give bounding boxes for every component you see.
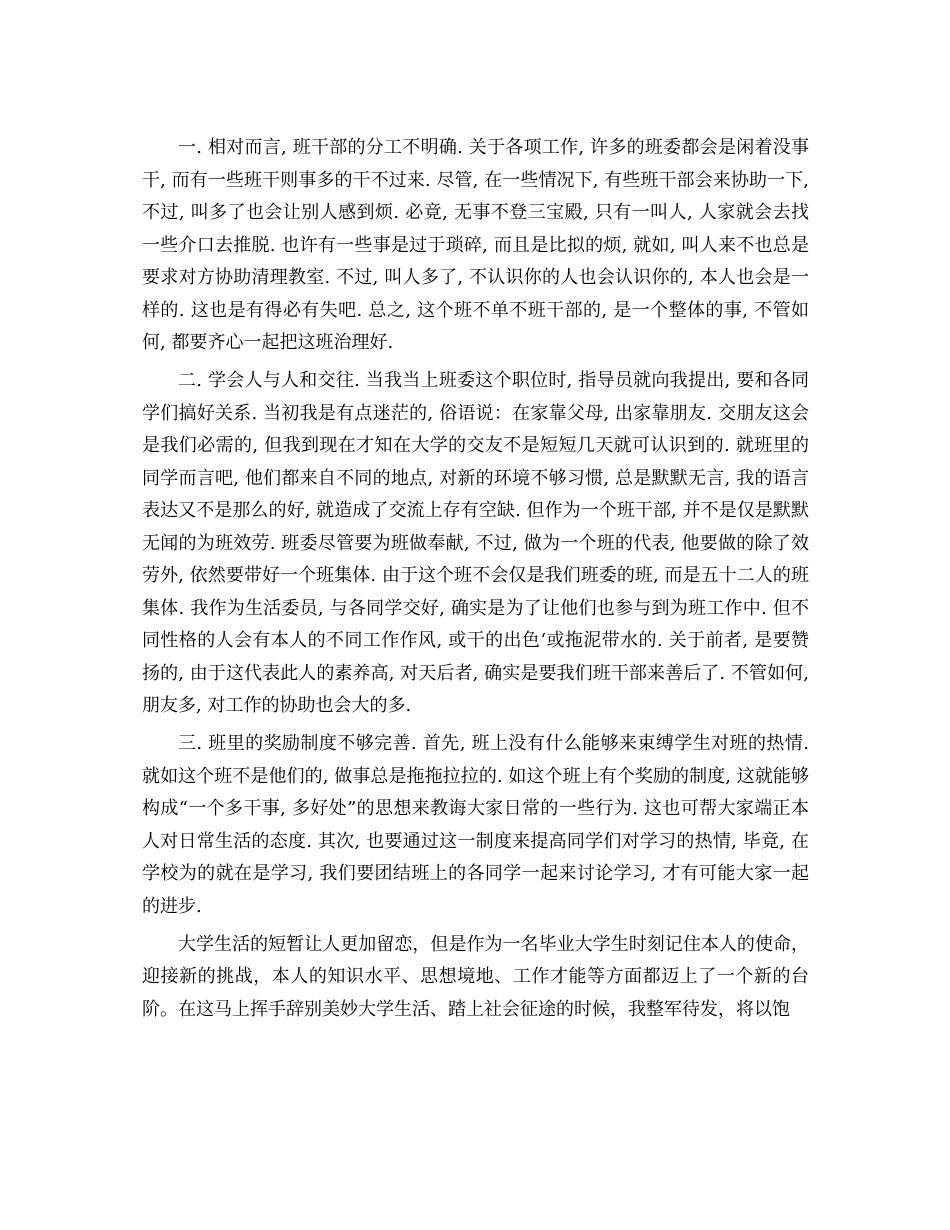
paragraph-4: 大学生活的短暂让人更加留恋，但是作为一名毕业大学生时刻记住本人的使命，迎接新的挑战，本人的知识水平、思想境地、工作才能等方面都迈上了一个新的台阶。在这马上挥手辞别美妙大学生活、踏上社会征途的时候，我整军待发，将以饱 [142,933,809,1020]
paragraph-2: 二. 学会人与人和交往. 当我当上班委这个职位时, 指导员就向我提出, 要和各同学们搞好关系. 当初我是有点迷茫的, 俗语说：在家靠父母, 出家靠朋友. 交朋友这会是我们必需的, 但我到现在才知在大学的交友不是短短几天就可认识到的. 就班里的同学而言吧, 他们都来自不同的地点, 对新的环境不够习惯, 总是默默无言, 我的语言表达又不是那么的好, 就造成了交流上存有空缺. 但作为一个班干部, 并不是仅是默默无闻的为班效劳. 班委尽管要为班做奉献, 不过, 做为一个班的代表, 他要做的除了效劳外, 依然要带好一个班集体. 由于这个班不会仅是我们班委的班, 而是五十二人的班集体. 我作为生活委员, 与各同学交好, 确实是为了让他们也参与到为班工作中. 但不同性格的人会有本人的不同工作作风, 或干的出色‘或拖泥带水的. 关于前者, 是要赞扬的, 由于这代表此人的素养高, 对天后者, 确实是要我们班干部来善后了. 不管如何, 朋友多, 对工作的协助也会大的多. [142,370,809,716]
paragraph-3: 三. 班里的奖励制度不够完善. 首先, 班上没有什么能够来束缚学生对班的热情. 就如这个班不是他们的, 做事总是拖拖拉拉的. 如这个班上有个奖励的制度, 这就能够构成“一个多干事, 多好处”的思想来教诲大家日常的一些行为. 这也可帮大家端正本人对日常生活的态度. 其次, 也要通过这一制度来提高同学们对学习的热情, 毕竟, 在学校为的就在是学习, 我们要团结班上的各同学一起来讨论学习, 才有可能大家一起的进步. [142,733,809,917]
document-body [142,132,809,1032]
paragraph-1: 一. 相对而言, 班干部的分工不明确. 关于各项工作, 许多的班委都会是闲着没事干, 而有一些班干则事多的干不过来. 尽管, 在一些情况下, 有些班干部会来协助一下, 不过, 叫多了也会让别人感到烦. 必竟, 无事不登三宝殿, 只有一叫人, 人家就会去找一些介口去推脱. 也许有一些事是过于琐碎, 而且是比拟的烦, 就如, 叫人来不也总是要求对方协助清理教室. 不过, 叫人多了, 不认识你的人也会认识你的, 本人也会是一样的. 这也是有得必有失吧. 总之, 这个班不单不班干部的, 是一个整体的事, 不管如何, 都要齐心一起把这班治理好. [142,137,809,353]
